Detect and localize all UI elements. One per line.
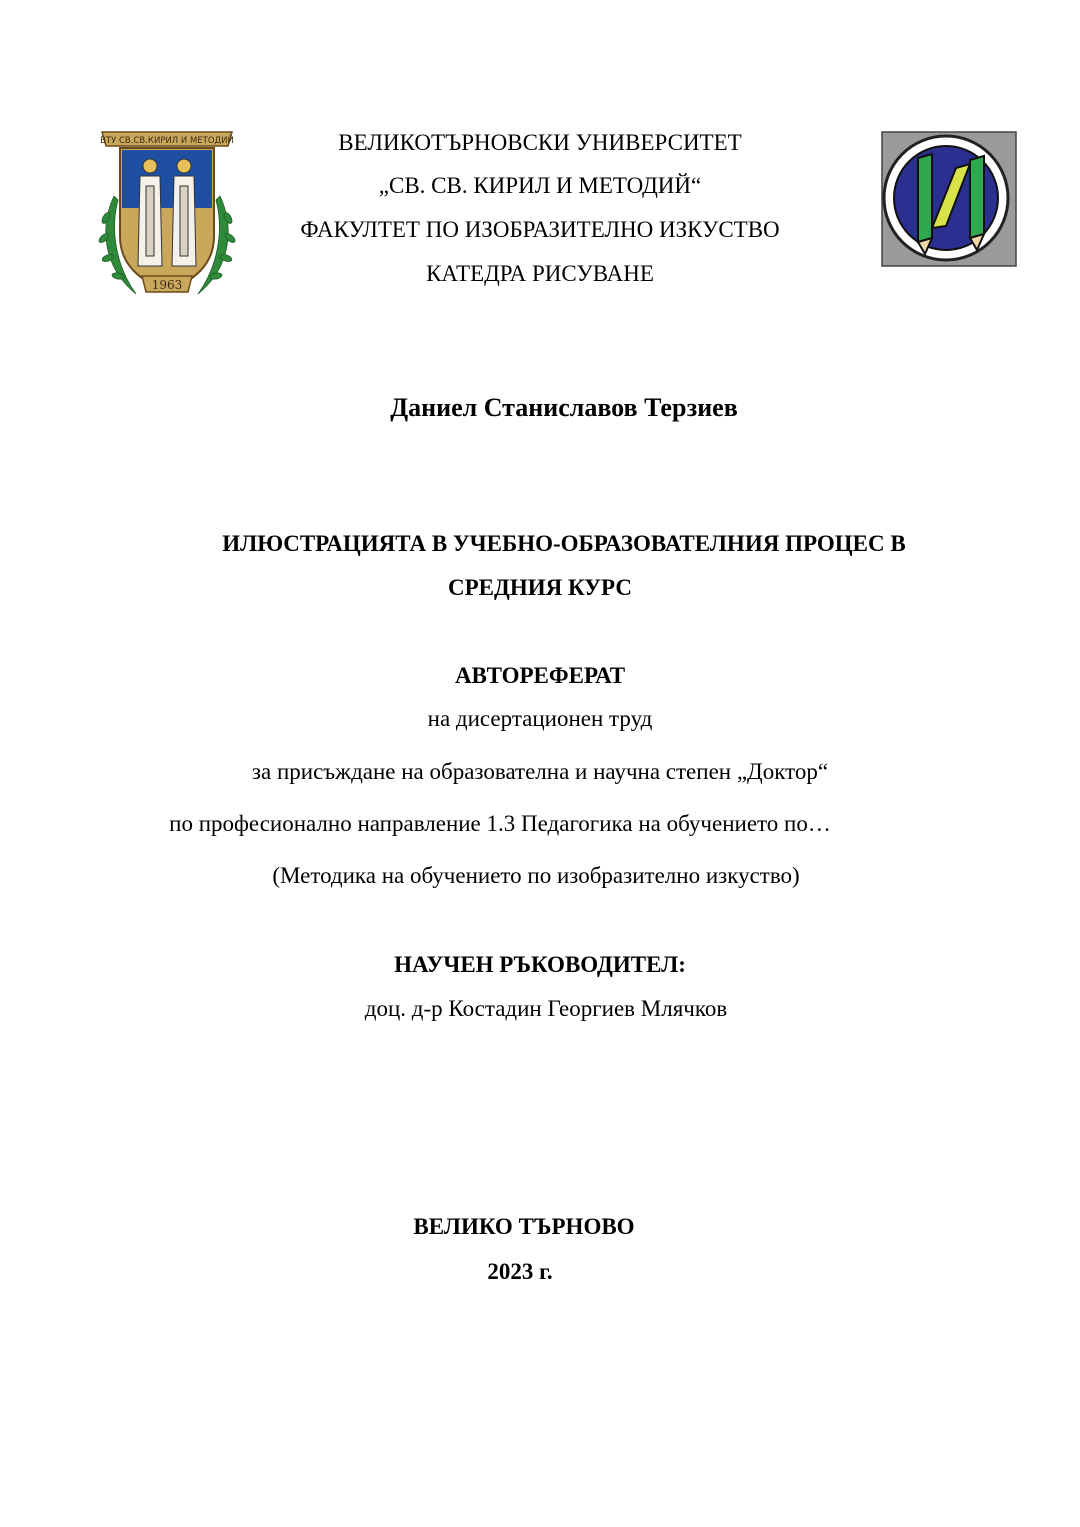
svg-text:1963: 1963: [151, 278, 183, 292]
city: ВЕЛИКО ТЪРНОВО: [413, 1214, 635, 1239]
description-line2: за присъждане на образователна и научна степен „Доктор“: [251, 759, 829, 784]
thesis-title-line1: ИЛЮСТРАЦИЯТА В УЧЕБНО-ОБРАЗОВАТЕЛНИЯ ПРОЦЕС В: [222, 531, 906, 556]
supervisor-name: доц. д-р Костадин Георгиев Млячков: [364, 996, 728, 1021]
university-title: ВЕЛИКОТЪРНОВСКИ УНИВЕРСИТЕТ: [338, 130, 742, 155]
faculty-title: ФАКУЛТЕТ ПО ИЗОБРАЗИТЕЛНО ИЗКУСТВО: [300, 217, 780, 242]
description-line1: на дисертационен труд: [427, 706, 653, 731]
supervisor-label: НАУЧЕН РЪКОВОДИТЕЛ:: [394, 952, 686, 977]
author-name: Даниел Станиславов Терзиев: [390, 393, 738, 422]
svg-text:ВТУ СВ.СВ.КИРИЛ И МЕТОДИЙ: ВТУ СВ.СВ.КИРИЛ И МЕТОДИЙ: [100, 136, 234, 146]
year: 2023 г.: [487, 1259, 553, 1284]
document-type: АВТОРЕФЕРАТ: [454, 663, 626, 688]
thesis-title-line2: СРЕДНИЯ КУРС: [448, 575, 632, 600]
description-line3: по професионално направление 1.3 Педагогика на обучението по…: [169, 811, 831, 836]
department-title: КАТЕДРА РИСУВАНЕ: [426, 261, 654, 286]
description-line4: (Методика на обучението по изобразително изкуство): [272, 863, 800, 888]
university-name: „СВ. СВ. КИРИЛ И МЕТОДИЙ“: [378, 173, 702, 198]
